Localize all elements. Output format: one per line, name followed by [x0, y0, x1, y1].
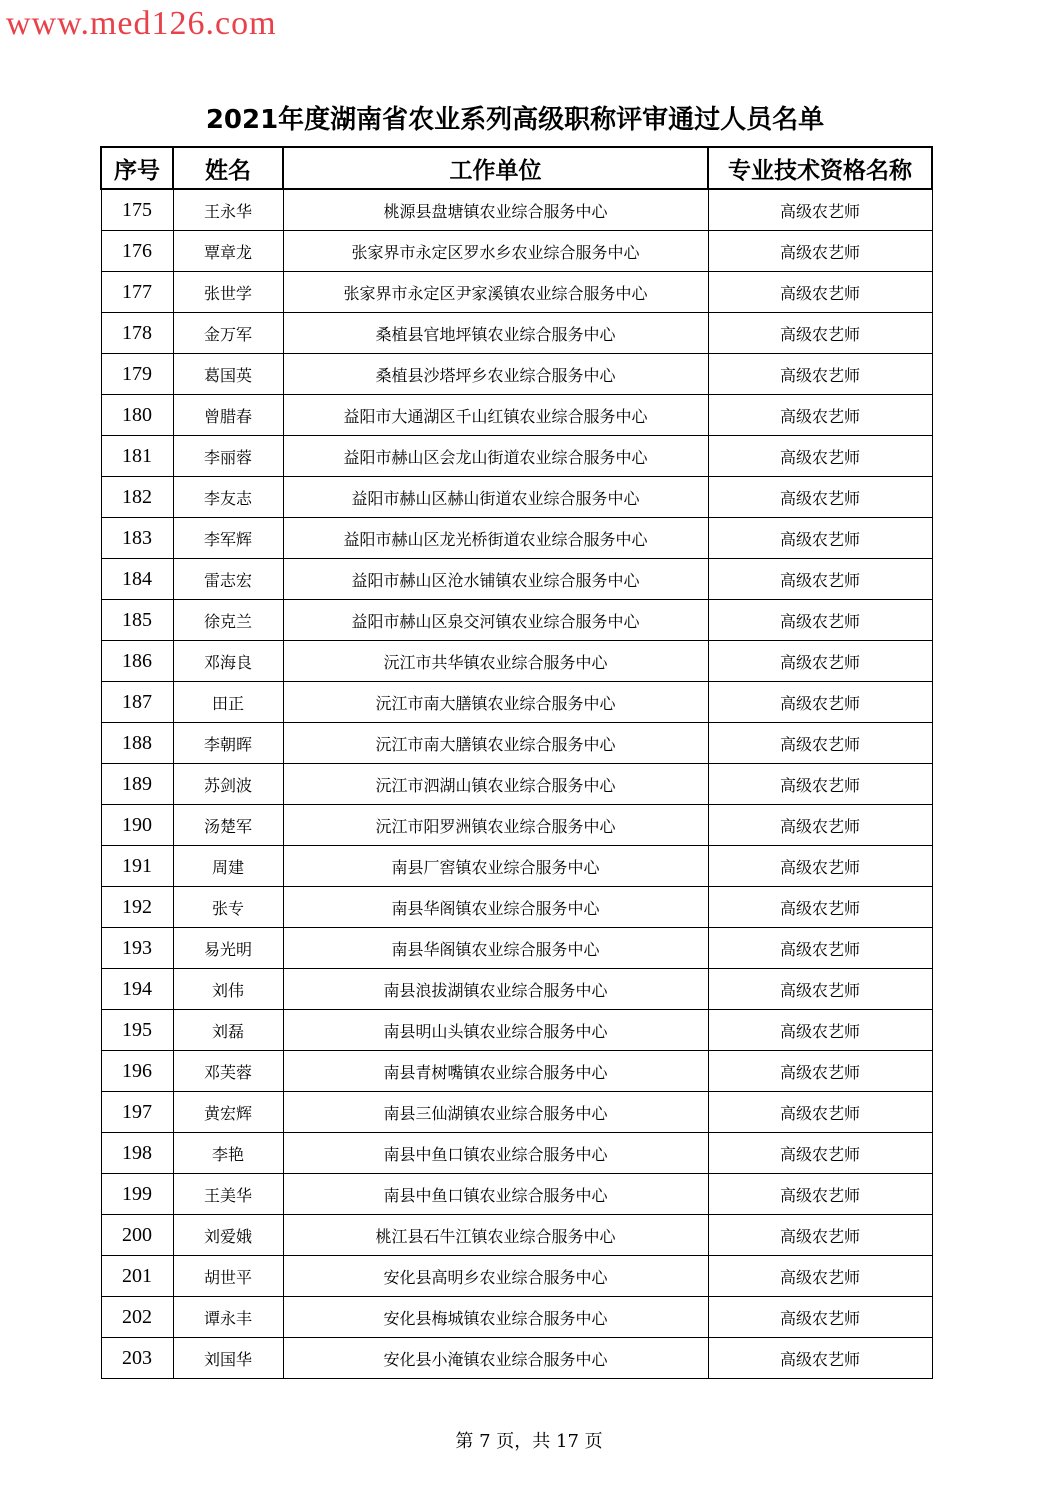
- cell-qualification: 高级农艺师: [708, 313, 932, 354]
- cell-serial-no: 177: [101, 272, 173, 313]
- table-row: [101, 354, 932, 395]
- cell-name: 张专: [173, 887, 283, 928]
- cell-work-unit: 南县华阁镇农业综合服务中心: [283, 887, 708, 928]
- cell-name: 雷志宏: [173, 559, 283, 600]
- cell-work-unit: 沅江市南大膳镇农业综合服务中心: [283, 682, 708, 723]
- cell-qualification: 高级农艺师: [708, 846, 932, 887]
- cell-work-unit: 南县明山头镇农业综合服务中心: [283, 1010, 708, 1051]
- cell-qualification: 高级农艺师: [708, 1133, 932, 1174]
- cell-name: 徐克兰: [173, 600, 283, 641]
- cell-serial-no: 192: [101, 887, 173, 928]
- header-qualification: 专业技术资格名称: [708, 147, 932, 189]
- cell-qualification: 高级农艺师: [708, 1215, 932, 1256]
- cell-qualification: 高级农艺师: [708, 887, 932, 928]
- table-row: [101, 231, 932, 272]
- cell-serial-no: 179: [101, 354, 173, 395]
- cell-serial-no: 186: [101, 641, 173, 682]
- table-row: [101, 600, 932, 641]
- roster-body: [101, 189, 932, 1379]
- table-row: [101, 313, 932, 354]
- cell-qualification: 高级农艺师: [708, 764, 932, 805]
- header-serial-no: 序号: [101, 147, 173, 189]
- cell-name: 葛国英: [173, 354, 283, 395]
- header-work-unit: 工作单位: [283, 147, 708, 189]
- cell-qualification: 高级农艺师: [708, 354, 932, 395]
- cell-name: 王美华: [173, 1174, 283, 1215]
- cell-work-unit: 南县浪拔湖镇农业综合服务中心: [283, 969, 708, 1010]
- cell-serial-no: 190: [101, 805, 173, 846]
- cell-name: 刘磊: [173, 1010, 283, 1051]
- cell-serial-no: 181: [101, 436, 173, 477]
- table-row: [101, 641, 932, 682]
- cell-serial-no: 201: [101, 1256, 173, 1297]
- cell-work-unit: 桃江县石牛江镇农业综合服务中心: [283, 1215, 708, 1256]
- cell-serial-no: 194: [101, 969, 173, 1010]
- table-row: [101, 518, 932, 559]
- cell-serial-no: 203: [101, 1338, 173, 1379]
- cell-serial-no: 197: [101, 1092, 173, 1133]
- cell-work-unit: 益阳市赫山区赫山街道农业综合服务中心: [283, 477, 708, 518]
- cell-work-unit: 益阳市大通湖区千山红镇农业综合服务中心: [283, 395, 708, 436]
- cell-qualification: 高级农艺师: [708, 1338, 932, 1379]
- table-row: [101, 1297, 932, 1338]
- cell-serial-no: 198: [101, 1133, 173, 1174]
- cell-serial-no: 188: [101, 723, 173, 764]
- cell-name: 覃章龙: [173, 231, 283, 272]
- table-row: [101, 764, 932, 805]
- cell-serial-no: 176: [101, 231, 173, 272]
- cell-name: 刘伟: [173, 969, 283, 1010]
- cell-serial-no: 180: [101, 395, 173, 436]
- cell-serial-no: 184: [101, 559, 173, 600]
- cell-name: 邓芙蓉: [173, 1051, 283, 1092]
- cell-work-unit: 安化县高明乡农业综合服务中心: [283, 1256, 708, 1297]
- table-row: [101, 1256, 932, 1297]
- cell-name: 邓海良: [173, 641, 283, 682]
- cell-qualification: 高级农艺师: [708, 600, 932, 641]
- table-row: [101, 1174, 932, 1215]
- cell-serial-no: 191: [101, 846, 173, 887]
- cell-serial-no: 196: [101, 1051, 173, 1092]
- cell-name: 金万军: [173, 313, 283, 354]
- cell-name: 易光明: [173, 928, 283, 969]
- cell-qualification: 高级农艺师: [708, 1010, 932, 1051]
- cell-work-unit: 南县中鱼口镇农业综合服务中心: [283, 1133, 708, 1174]
- cell-work-unit: 安化县小淹镇农业综合服务中心: [283, 1338, 708, 1379]
- cell-name: 王永华: [173, 189, 283, 231]
- table-row: [101, 1051, 932, 1092]
- cell-serial-no: 199: [101, 1174, 173, 1215]
- cell-serial-no: 202: [101, 1297, 173, 1338]
- table-row: [101, 395, 932, 436]
- table-row: [101, 189, 932, 231]
- table-row: [101, 1133, 932, 1174]
- cell-serial-no: 185: [101, 600, 173, 641]
- cell-serial-no: 182: [101, 477, 173, 518]
- cell-serial-no: 193: [101, 928, 173, 969]
- cell-qualification: 高级农艺师: [708, 477, 932, 518]
- cell-name: 李军辉: [173, 518, 283, 559]
- cell-qualification: 高级农艺师: [708, 1256, 932, 1297]
- table-row: [101, 805, 932, 846]
- table-row: [101, 1092, 932, 1133]
- cell-qualification: 高级农艺师: [708, 1051, 932, 1092]
- cell-work-unit: 益阳市赫山区泉交河镇农业综合服务中心: [283, 600, 708, 641]
- cell-work-unit: 桑植县沙塔坪乡农业综合服务中心: [283, 354, 708, 395]
- cell-serial-no: 189: [101, 764, 173, 805]
- cell-qualification: 高级农艺师: [708, 1174, 932, 1215]
- cell-qualification: 高级农艺师: [708, 189, 932, 231]
- table-row: [101, 1010, 932, 1051]
- cell-qualification: 高级农艺师: [708, 518, 932, 559]
- table-row: [101, 477, 932, 518]
- cell-qualification: 高级农艺师: [708, 436, 932, 477]
- cell-serial-no: 200: [101, 1215, 173, 1256]
- cell-qualification: 高级农艺师: [708, 969, 932, 1010]
- cell-work-unit: 张家界市永定区罗水乡农业综合服务中心: [283, 231, 708, 272]
- cell-name: 周建: [173, 846, 283, 887]
- cell-work-unit: 益阳市赫山区龙光桥街道农业综合服务中心: [283, 518, 708, 559]
- table-row: [101, 436, 932, 477]
- table-row: [101, 1338, 932, 1379]
- cell-qualification: 高级农艺师: [708, 723, 932, 764]
- cell-serial-no: 178: [101, 313, 173, 354]
- table-row: [101, 272, 932, 313]
- cell-qualification: 高级农艺师: [708, 1297, 932, 1338]
- cell-qualification: 高级农艺师: [708, 805, 932, 846]
- cell-name: 田正: [173, 682, 283, 723]
- cell-qualification: 高级农艺师: [708, 682, 932, 723]
- table-row: [101, 559, 932, 600]
- cell-work-unit: 南县三仙湖镇农业综合服务中心: [283, 1092, 708, 1133]
- cell-name: 谭永丰: [173, 1297, 283, 1338]
- cell-qualification: 高级农艺师: [708, 928, 932, 969]
- cell-name: 黄宏辉: [173, 1092, 283, 1133]
- cell-work-unit: 张家界市永定区尹家溪镇农业综合服务中心: [283, 272, 708, 313]
- table-row: [101, 846, 932, 887]
- cell-work-unit: 安化县梅城镇农业综合服务中心: [283, 1297, 708, 1338]
- cell-serial-no: 183: [101, 518, 173, 559]
- table-row: [101, 928, 932, 969]
- cell-name: 李艳: [173, 1133, 283, 1174]
- roster-table: [100, 146, 933, 1379]
- cell-work-unit: 南县中鱼口镇农业综合服务中心: [283, 1174, 708, 1215]
- cell-name: 李丽蓉: [173, 436, 283, 477]
- cell-name: 张世学: [173, 272, 283, 313]
- cell-work-unit: 南县厂窖镇农业综合服务中心: [283, 846, 708, 887]
- document-title: 2021年度湖南省农业系列高级职称评审通过人员名单: [205, 105, 825, 135]
- table-row: [101, 723, 932, 764]
- cell-work-unit: 桃源县盘塘镇农业综合服务中心: [283, 189, 708, 231]
- cell-work-unit: 南县青树嘴镇农业综合服务中心: [283, 1051, 708, 1092]
- table-row: [101, 969, 932, 1010]
- cell-name: 曾腊春: [173, 395, 283, 436]
- cell-name: 胡世平: [173, 1256, 283, 1297]
- cell-name: 李朝晖: [173, 723, 283, 764]
- cell-work-unit: 沅江市共华镇农业综合服务中心: [283, 641, 708, 682]
- table-row: [101, 682, 932, 723]
- cell-work-unit: 沅江市泗湖山镇农业综合服务中心: [283, 764, 708, 805]
- header-name: 姓名: [173, 147, 283, 189]
- cell-serial-no: 187: [101, 682, 173, 723]
- cell-work-unit: 桑植县官地坪镇农业综合服务中心: [283, 313, 708, 354]
- table-row: [101, 1215, 932, 1256]
- cell-name: 刘爱娥: [173, 1215, 283, 1256]
- cell-qualification: 高级农艺师: [708, 231, 932, 272]
- cell-name: 刘国华: [173, 1338, 283, 1379]
- cell-qualification: 高级农艺师: [708, 395, 932, 436]
- cell-qualification: 高级农艺师: [708, 1092, 932, 1133]
- watermark-text: www.med126.com: [6, 5, 277, 42]
- cell-qualification: 高级农艺师: [708, 272, 932, 313]
- cell-name: 苏剑波: [173, 764, 283, 805]
- cell-name: 李友志: [173, 477, 283, 518]
- cell-work-unit: 沅江市阳罗洲镇农业综合服务中心: [283, 805, 708, 846]
- cell-work-unit: 南县华阁镇农业综合服务中心: [283, 928, 708, 969]
- page-number-footer: 第 7 页，共 17 页: [455, 1431, 603, 1452]
- cell-work-unit: 益阳市赫山区沧水铺镇农业综合服务中心: [283, 559, 708, 600]
- header-row: [101, 147, 932, 189]
- cell-work-unit: 沅江市南大膳镇农业综合服务中心: [283, 723, 708, 764]
- cell-qualification: 高级农艺师: [708, 559, 932, 600]
- cell-qualification: 高级农艺师: [708, 641, 932, 682]
- cell-serial-no: 175: [101, 189, 173, 231]
- cell-serial-no: 195: [101, 1010, 173, 1051]
- cell-work-unit: 益阳市赫山区会龙山街道农业综合服务中心: [283, 436, 708, 477]
- cell-name: 汤楚军: [173, 805, 283, 846]
- table-row: [101, 887, 932, 928]
